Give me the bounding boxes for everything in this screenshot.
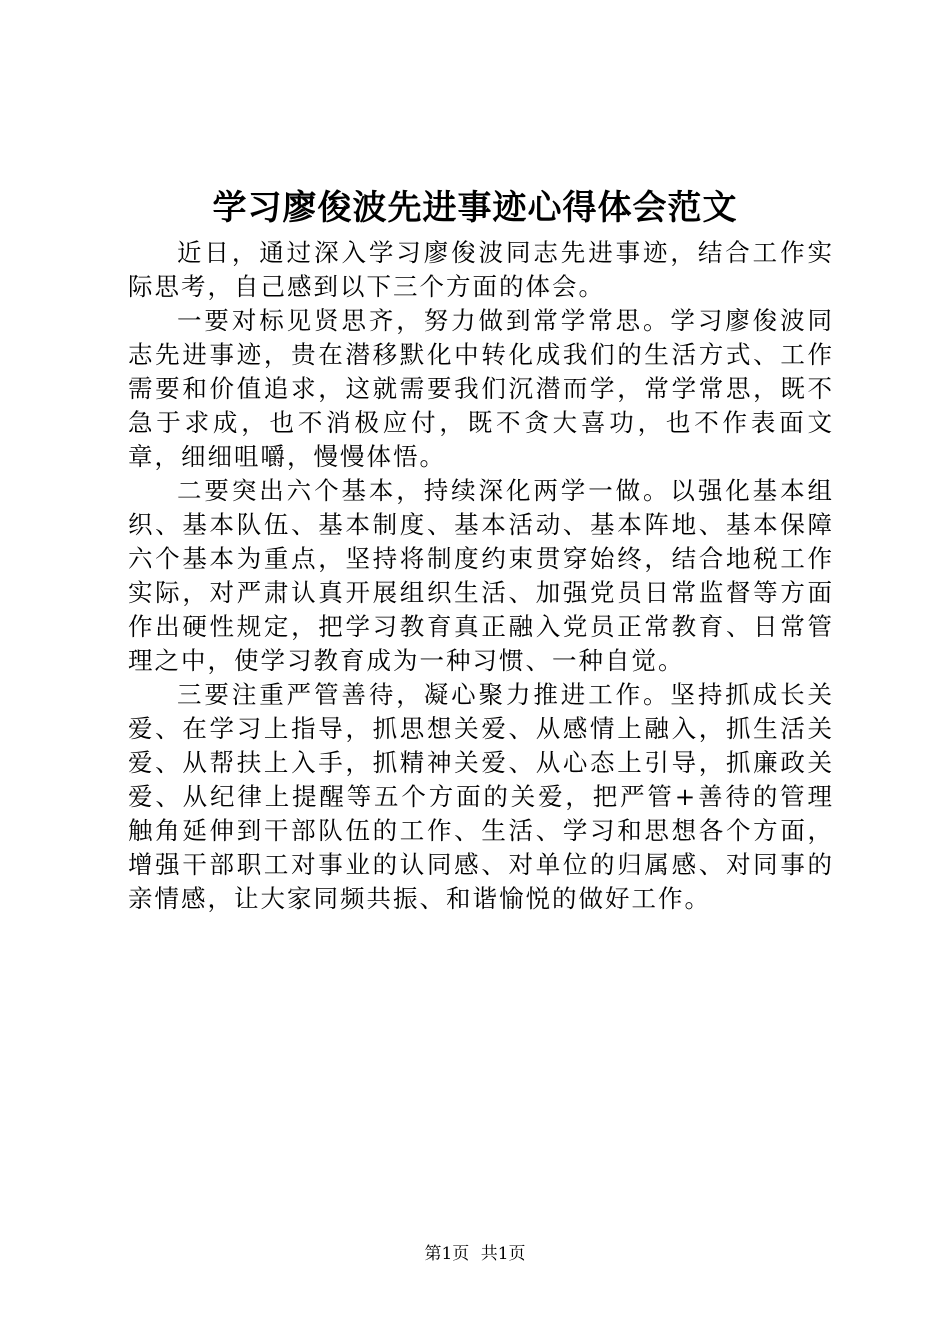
- paragraph-intro: 近日，通过深入学习廖俊波同志先进事迹，结合工作实际思考，自己感到以下三个方面的体会。: [128, 238, 834, 301]
- page-footer: [0, 1242, 950, 1266]
- document-title: 学习廖俊波先进事迹心得体会范文: [212, 188, 738, 228]
- page-number-current: 第1页: [424, 1244, 470, 1264]
- document-body: [128, 236, 834, 916]
- paragraph-point-two: 二要突出六个基本，持续深化两学一做。以强化基本组织、基本队伍、基本制度、基本活动、基本阵地、基本保障六个基本为重点，坚持将制度约束贯穿始终，结合地税工作实际，对严肃认真开展组织生活、加强党员日常监督等方面作出硬性规定，把学习教育真正融入党员正常教育、日常管理之中，使学习教育成为一种习惯、一种自觉。: [128, 476, 834, 675]
- paragraph-point-three: 三要注重严管善待，凝心聚力推进工作。坚持抓成长关爱、在学习上指导，抓思想关爱、从感情上融入，抓生活关爱、从帮扶上入手，抓精神关爱、从心态上引导，抓廉政关爱、从纪律上提醒等五个方面的关爱，把严管+善待的管理触角延伸到干部队伍的工作、生活、学习和思想各个方面，增强干部职工对事业的认同感、对单位的归属感、对同事的亲情感，让大家同频共振、和谐愉悦的做好工作。: [128, 680, 834, 913]
- page-number-total: 共1页: [480, 1244, 526, 1264]
- paragraph-point-one: 一要对标见贤思齐，努力做到常学常思。学习廖俊波同志先进事迹，贵在潜移默化中转化成我们的生活方式、工作需要和价值追求，这就需要我们沉潜而学，常学常思，既不急于求成，也不消极应付，既不贪大喜功，也不作表面文章，细细咀嚼，慢慢体悟。: [128, 306, 834, 471]
